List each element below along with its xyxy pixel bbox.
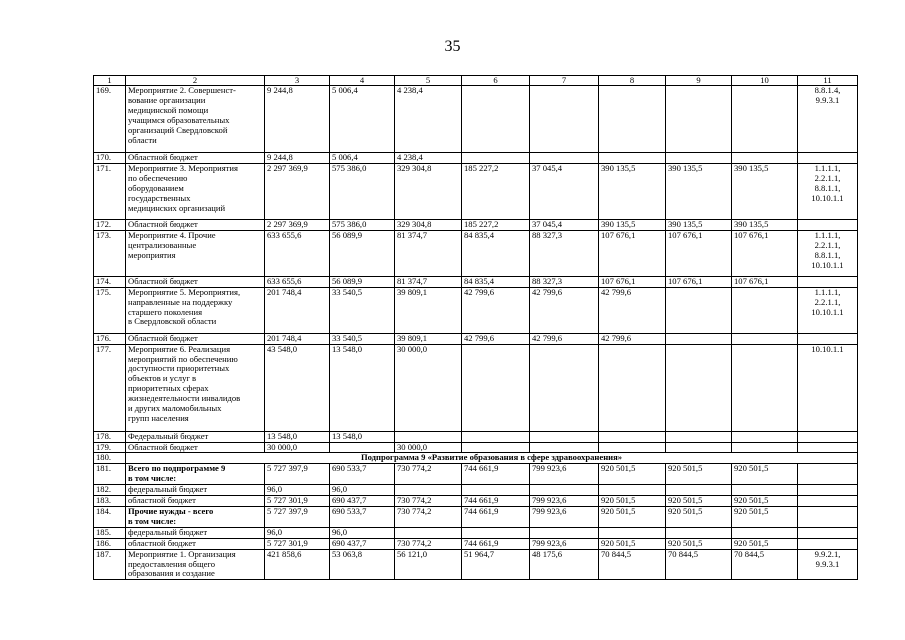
- table-row: [94, 527, 858, 538]
- amount-cell: [462, 431, 530, 442]
- target-code-cell: [798, 431, 858, 442]
- amount-cell: 42 799,6: [462, 287, 530, 333]
- amount-cell: [666, 153, 732, 164]
- table-row: [94, 153, 858, 164]
- amount-cell: [530, 442, 599, 453]
- row-number: 174.: [94, 276, 126, 287]
- amount-cell: 744 661,9: [462, 506, 530, 527]
- row-title: областной бюджет: [126, 496, 265, 507]
- amount-cell: 13 548,0: [330, 344, 395, 431]
- amount-cell: 42 799,6: [599, 287, 666, 333]
- amount-cell: [666, 344, 732, 431]
- amount-cell: 37 045,4: [530, 219, 599, 230]
- table-row: [94, 333, 858, 344]
- amount-cell: 920 501,5: [732, 464, 798, 485]
- amount-cell: [666, 86, 732, 153]
- row-number: 181.: [94, 464, 126, 485]
- column-header: 10: [732, 76, 798, 86]
- amount-cell: 33 540,5: [330, 333, 395, 344]
- amount-cell: [666, 442, 732, 453]
- amount-cell: 5 006,4: [330, 153, 395, 164]
- row-number: 175.: [94, 287, 126, 333]
- amount-cell: 730 774,2: [395, 506, 462, 527]
- amount-cell: 799 923,6: [530, 538, 599, 549]
- amount-cell: 37 045,4: [530, 163, 599, 219]
- amount-cell: [395, 527, 462, 538]
- amount-cell: 690 533,7: [330, 506, 395, 527]
- row-number: 182.: [94, 485, 126, 496]
- amount-cell: [462, 153, 530, 164]
- table-row: [94, 219, 858, 230]
- amount-cell: 53 063,8: [330, 549, 395, 580]
- amount-cell: 96,0: [265, 527, 330, 538]
- amount-cell: 107 676,1: [732, 276, 798, 287]
- amount-cell: 920 501,5: [732, 496, 798, 507]
- amount-cell: 2 297 369,9: [265, 219, 330, 230]
- amount-cell: 390 135,5: [732, 219, 798, 230]
- row-number: 183.: [94, 496, 126, 507]
- target-code-cell: 8.8.1.4, 9.9.3.1: [798, 86, 858, 153]
- amount-cell: 81 374,7: [395, 276, 462, 287]
- amount-cell: 799 923,6: [530, 464, 599, 485]
- amount-cell: 633 655,6: [265, 276, 330, 287]
- amount-cell: 39 809,1: [395, 287, 462, 333]
- row-number: 177.: [94, 344, 126, 431]
- amount-cell: 920 501,5: [599, 506, 666, 527]
- table-row: [94, 276, 858, 287]
- column-header: 2: [126, 76, 265, 86]
- amount-cell: 730 774,2: [395, 496, 462, 507]
- row-title: Федеральный бюджет: [126, 431, 265, 442]
- amount-cell: 9 244,8: [265, 86, 330, 153]
- amount-cell: 920 501,5: [666, 538, 732, 549]
- amount-cell: [666, 287, 732, 333]
- amount-cell: [599, 153, 666, 164]
- target-code-cell: 9.9.2.1, 9.9.3.1: [798, 549, 858, 580]
- row-title: федеральный бюджет: [126, 527, 265, 538]
- amount-cell: 633 655,6: [265, 230, 330, 276]
- amount-cell: 30 000,0: [395, 442, 462, 453]
- amount-cell: [530, 86, 599, 153]
- row-title: Всего по подпрограмме 9 в том числе:: [126, 464, 265, 485]
- amount-cell: 201 748,4: [265, 333, 330, 344]
- row-title: федеральный бюджет: [126, 485, 265, 496]
- table-row: [94, 506, 858, 527]
- amount-cell: 56 089,9: [330, 230, 395, 276]
- row-title: Мероприятие 6. Реализация мероприятий по обеспечению доступности приоритетных объектов и услуг в приоритетных сферах жизнедеятельности инвалидов и других маломобильных групп населения: [126, 344, 265, 431]
- target-code-cell: [798, 464, 858, 485]
- target-code-cell: 10.10.1.1: [798, 344, 858, 431]
- amount-cell: [732, 287, 798, 333]
- table-row: [94, 344, 858, 431]
- amount-cell: 690 533,7: [330, 464, 395, 485]
- amount-cell: 730 774,2: [395, 464, 462, 485]
- amount-cell: [530, 485, 599, 496]
- amount-cell: 201 748,4: [265, 287, 330, 333]
- table-row: [94, 230, 858, 276]
- amount-cell: 43 548,0: [265, 344, 330, 431]
- amount-cell: 9 244,8: [265, 153, 330, 164]
- target-code-cell: [798, 333, 858, 344]
- target-code-cell: 1.1.1.1, 2.2.1.1, 8.8.1.1, 10.10.1.1: [798, 230, 858, 276]
- row-number: 187.: [94, 549, 126, 580]
- amount-cell: 2 297 369,9: [265, 163, 330, 219]
- amount-cell: 5 006,4: [330, 86, 395, 153]
- amount-cell: 390 135,5: [666, 163, 732, 219]
- target-code-cell: [798, 485, 858, 496]
- amount-cell: 88 327,3: [530, 276, 599, 287]
- amount-cell: 920 501,5: [599, 538, 666, 549]
- amount-cell: 799 923,6: [530, 506, 599, 527]
- amount-cell: 799 923,6: [530, 496, 599, 507]
- row-number: 184.: [94, 506, 126, 527]
- table-row: [94, 549, 858, 580]
- amount-cell: 88 327,3: [530, 230, 599, 276]
- amount-cell: 5 727 397,9: [265, 464, 330, 485]
- column-header: 5: [395, 76, 462, 86]
- amount-cell: [732, 333, 798, 344]
- row-title: Мероприятие 2. Совершенст- вование организации медицинской помощи учащимся образовательных организаций Свердловской области: [126, 86, 265, 153]
- amount-cell: 70 844,5: [666, 549, 732, 580]
- amount-cell: 30 000,0: [395, 344, 462, 431]
- amount-cell: 329 304,8: [395, 163, 462, 219]
- target-code-cell: [798, 538, 858, 549]
- amount-cell: 13 548,0: [330, 431, 395, 442]
- column-header: 11: [798, 76, 858, 86]
- amount-cell: 96,0: [265, 485, 330, 496]
- amount-cell: 107 676,1: [732, 230, 798, 276]
- amount-cell: [732, 431, 798, 442]
- amount-cell: 107 676,1: [599, 276, 666, 287]
- table-body: [94, 86, 858, 580]
- amount-cell: [599, 344, 666, 431]
- amount-cell: 13 548,0: [265, 431, 330, 442]
- amount-cell: [666, 333, 732, 344]
- table-header-row: [94, 76, 858, 86]
- amount-cell: 920 501,5: [666, 506, 732, 527]
- target-code-cell: [798, 276, 858, 287]
- amount-cell: [530, 431, 599, 442]
- amount-cell: 48 175,6: [530, 549, 599, 580]
- row-number: 179.: [94, 442, 126, 453]
- amount-cell: 107 676,1: [599, 230, 666, 276]
- target-code-cell: [798, 219, 858, 230]
- amount-cell: 421 858,6: [265, 549, 330, 580]
- amount-cell: 329 304,8: [395, 219, 462, 230]
- row-number: 172.: [94, 219, 126, 230]
- amount-cell: [666, 527, 732, 538]
- target-code-cell: [798, 496, 858, 507]
- amount-cell: 690 437,7: [330, 496, 395, 507]
- amount-cell: 4 238,4: [395, 86, 462, 153]
- amount-cell: [599, 485, 666, 496]
- amount-cell: 4 238,4: [395, 153, 462, 164]
- amount-cell: 51 964,7: [462, 549, 530, 580]
- amount-cell: 920 501,5: [666, 496, 732, 507]
- amount-cell: 107 676,1: [666, 276, 732, 287]
- column-header: 1: [94, 76, 126, 86]
- amount-cell: 730 774,2: [395, 538, 462, 549]
- row-title: Областной бюджет: [126, 442, 265, 453]
- subprogram-title: Подпрограмма 9 «Развитие образования в сфере здравоохранения»: [126, 453, 858, 464]
- amount-cell: 42 799,6: [530, 333, 599, 344]
- column-header: 4: [330, 76, 395, 86]
- amount-cell: 5 727 301,9: [265, 538, 330, 549]
- amount-cell: 42 799,6: [462, 333, 530, 344]
- column-header: 9: [666, 76, 732, 86]
- amount-cell: [599, 431, 666, 442]
- amount-cell: 185 227,2: [462, 219, 530, 230]
- row-number: 185.: [94, 527, 126, 538]
- column-header: 7: [530, 76, 599, 86]
- amount-cell: [530, 527, 599, 538]
- page-number: 35: [444, 38, 461, 55]
- amount-cell: [599, 86, 666, 153]
- row-title: Мероприятие 5. Мероприятия, направленные на поддержку старшего поколения в Свердловской области: [126, 287, 265, 333]
- row-number: 186.: [94, 538, 126, 549]
- amount-cell: 920 501,5: [599, 496, 666, 507]
- table-row: [94, 496, 858, 507]
- target-code-cell: [798, 527, 858, 538]
- amount-cell: 744 661,9: [462, 496, 530, 507]
- amount-cell: [462, 344, 530, 431]
- amount-cell: [530, 344, 599, 431]
- target-code-cell: 1.1.1.1, 2.2.1.1, 10.10.1.1: [798, 287, 858, 333]
- table-row: [94, 163, 858, 219]
- amount-cell: [599, 442, 666, 453]
- amount-cell: 39 809,1: [395, 333, 462, 344]
- row-number: 171.: [94, 163, 126, 219]
- amount-cell: 42 799,6: [599, 333, 666, 344]
- amount-cell: [462, 485, 530, 496]
- row-title: Областной бюджет: [126, 219, 265, 230]
- row-title: Областной бюджет: [126, 153, 265, 164]
- amount-cell: 107 676,1: [666, 230, 732, 276]
- row-number: 178.: [94, 431, 126, 442]
- column-header: 8: [599, 76, 666, 86]
- table-row: [94, 287, 858, 333]
- amount-cell: 70 844,5: [599, 549, 666, 580]
- amount-cell: 744 661,9: [462, 464, 530, 485]
- amount-cell: 920 501,5: [732, 538, 798, 549]
- row-number: 169.: [94, 86, 126, 153]
- amount-cell: 70 844,5: [732, 549, 798, 580]
- amount-cell: [395, 431, 462, 442]
- column-header: 3: [265, 76, 330, 86]
- amount-cell: 33 540,5: [330, 287, 395, 333]
- amount-cell: 84 835,4: [462, 276, 530, 287]
- amount-cell: [732, 527, 798, 538]
- amount-cell: [462, 442, 530, 453]
- row-title: Областной бюджет: [126, 276, 265, 287]
- amount-cell: 390 135,5: [666, 219, 732, 230]
- amount-cell: [530, 153, 599, 164]
- amount-cell: 744 661,9: [462, 538, 530, 549]
- table-row: [94, 453, 858, 464]
- budget-table: [93, 75, 858, 580]
- target-code-cell: [798, 153, 858, 164]
- amount-cell: 5 727 397,9: [265, 506, 330, 527]
- row-title: Прочие нужды - всего в том числе:: [126, 506, 265, 527]
- amount-cell: 920 501,5: [732, 506, 798, 527]
- amount-cell: [732, 442, 798, 453]
- table-row: [94, 431, 858, 442]
- target-code-cell: [798, 442, 858, 453]
- amount-cell: 575 386,0: [330, 219, 395, 230]
- amount-cell: 30 000,0: [265, 442, 330, 453]
- amount-cell: 390 135,5: [599, 163, 666, 219]
- amount-cell: 690 437,7: [330, 538, 395, 549]
- row-number: 180.: [94, 453, 126, 464]
- amount-cell: 96,0: [330, 485, 395, 496]
- amount-cell: [462, 527, 530, 538]
- row-title: областной бюджет: [126, 538, 265, 549]
- amount-cell: 185 227,2: [462, 163, 530, 219]
- amount-cell: 84 835,4: [462, 230, 530, 276]
- amount-cell: [732, 485, 798, 496]
- amount-cell: 390 135,5: [599, 219, 666, 230]
- row-number: 176.: [94, 333, 126, 344]
- amount-cell: 81 374,7: [395, 230, 462, 276]
- table-row: [94, 464, 858, 485]
- row-title: Мероприятие 3. Мероприятия по обеспечению оборудованием государственных медицинских организаций: [126, 163, 265, 219]
- amount-cell: [732, 153, 798, 164]
- row-title: Мероприятие 4. Прочие централизованные мероприятия: [126, 230, 265, 276]
- amount-cell: [330, 442, 395, 453]
- row-number: 170.: [94, 153, 126, 164]
- amount-cell: 575 386,0: [330, 163, 395, 219]
- amount-cell: 56 121,0: [395, 549, 462, 580]
- row-number: 173.: [94, 230, 126, 276]
- table-row: [94, 86, 858, 153]
- row-title: Областной бюджет: [126, 333, 265, 344]
- target-code-cell: 1.1.1.1, 2.2.1.1, 8.8.1.1, 10.10.1.1: [798, 163, 858, 219]
- amount-cell: [666, 431, 732, 442]
- table-row: [94, 442, 858, 453]
- amount-cell: 5 727 301,9: [265, 496, 330, 507]
- row-title: Мероприятие 1. Организация предоставления общего образования и создание: [126, 549, 265, 580]
- amount-cell: [732, 344, 798, 431]
- amount-cell: 56 089,9: [330, 276, 395, 287]
- amount-cell: [732, 86, 798, 153]
- table-row: [94, 485, 858, 496]
- amount-cell: [666, 485, 732, 496]
- amount-cell: [599, 527, 666, 538]
- amount-cell: 920 501,5: [666, 464, 732, 485]
- column-header: 6: [462, 76, 530, 86]
- amount-cell: 920 501,5: [599, 464, 666, 485]
- table-row: [94, 538, 858, 549]
- amount-cell: 390 135,5: [732, 163, 798, 219]
- amount-cell: 96,0: [330, 527, 395, 538]
- amount-cell: 42 799,6: [530, 287, 599, 333]
- target-code-cell: [798, 506, 858, 527]
- amount-cell: [462, 86, 530, 153]
- amount-cell: [395, 485, 462, 496]
